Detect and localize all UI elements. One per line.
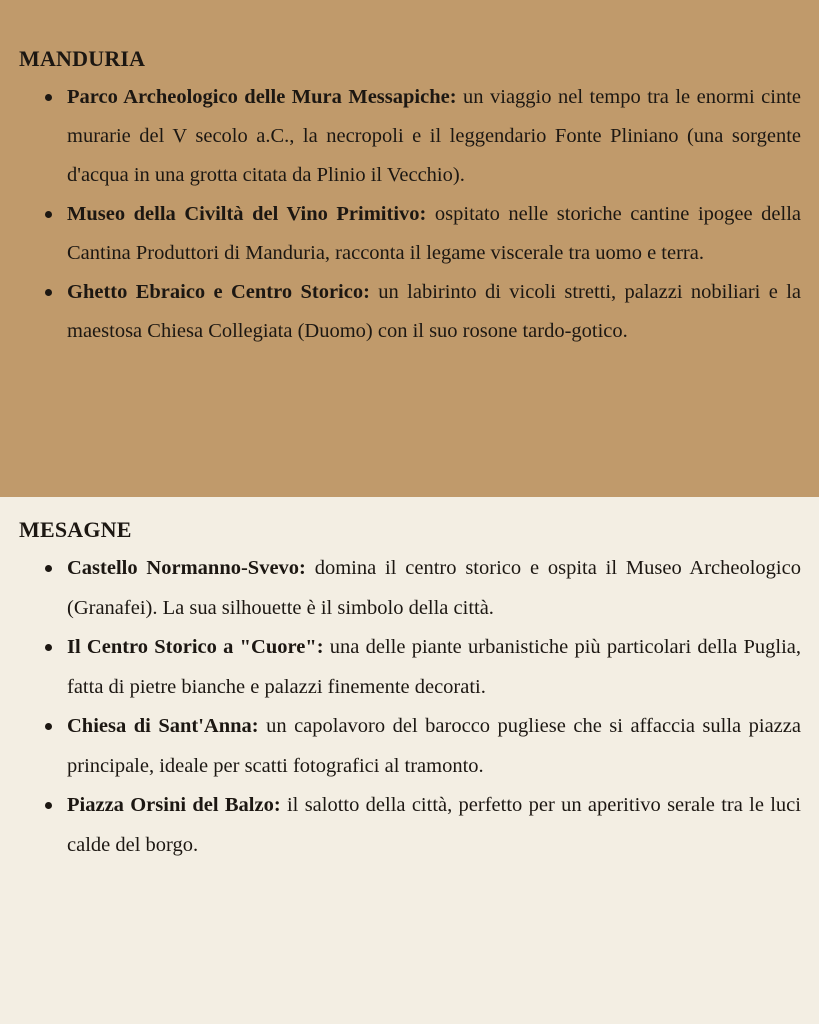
item-text: un viaggio nel tempo tra le enormi cinte murarie del V secolo a.C., la necropoli e il leggendario Fonte Pliniano (una sorgente d'acqua in una grotta citata da Plinio il Vecchio). — [67, 86, 801, 186]
list-item — [67, 628, 801, 707]
list-item — [67, 78, 801, 195]
bullet-icon — [45, 723, 52, 730]
bullet-icon — [45, 802, 52, 809]
attractions-list — [0, 549, 819, 865]
item-text: un labirinto di vicoli stretti, palazzi nobiliari e la maestosa Chiesa Collegiata (Duomo) con il suo rosone tardo-gotico. — [67, 281, 801, 342]
item-text: domina il centro storico e ospita il Museo Archeologico (Granafei). La sua silhouette è il simbolo della città. — [67, 557, 801, 619]
list-item — [67, 786, 801, 865]
attractions-list — [0, 78, 819, 351]
bullet-icon — [45, 211, 52, 218]
section-heading: MESAGNE — [19, 517, 132, 542]
item-title: Piazza Orsini del Balzo: — [67, 794, 281, 816]
section-manduria — [0, 0, 819, 497]
bullet-icon — [45, 289, 52, 296]
item-text: un capolavoro del barocco pugliese che si affaccia sulla piazza principale, ideale per scatti fotografici al tramonto. — [67, 715, 801, 777]
list-item — [67, 195, 801, 273]
item-title: Chiesa di Sant'Anna: — [67, 715, 259, 737]
bullet-icon — [45, 644, 52, 651]
bullet-icon — [45, 565, 52, 572]
item-title: Ghetto Ebraico e Centro Storico: — [67, 281, 370, 303]
bullet-icon — [45, 94, 52, 101]
item-text: una delle piante urbanistiche più particolari della Puglia, fatta di pietre bianche e palazzi finemente decorati. — [67, 636, 801, 698]
item-title: Il Centro Storico a "Cuore": — [67, 636, 324, 658]
item-text: ospitato nelle storiche cantine ipogee della Cantina Produttori di Manduria, racconta il legame viscerale tra uomo e terra. — [67, 203, 801, 264]
list-item — [67, 707, 801, 786]
list-item — [67, 549, 801, 628]
item-title: Museo della Civiltà del Vino Primitivo: — [67, 203, 427, 225]
item-title: Castello Normanno-Svevo: — [67, 557, 306, 579]
list-item — [67, 273, 801, 351]
section-heading: MANDURIA — [19, 46, 146, 71]
item-title: Parco Archeologico delle Mura Messapiche: — [67, 86, 457, 108]
item-text: il salotto della città, perfetto per un aperitivo serale tra le luci calde del borgo. — [67, 794, 801, 856]
section-mesagne — [0, 497, 819, 1024]
